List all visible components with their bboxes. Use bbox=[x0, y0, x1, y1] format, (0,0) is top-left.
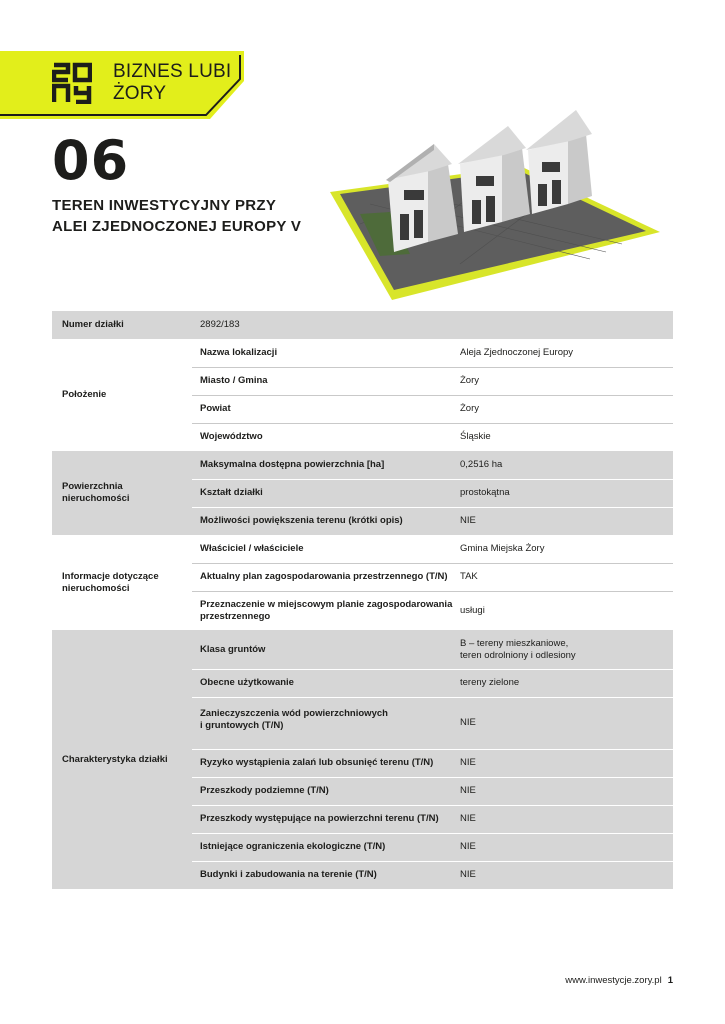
table-row bbox=[52, 630, 673, 669]
brand-line1: BIZNES LUBI bbox=[113, 61, 232, 82]
field-label bbox=[200, 708, 388, 732]
field-value: 0,2516 ha bbox=[460, 459, 503, 470]
table-row bbox=[52, 367, 673, 395]
field-label-line1: Przeznaczenie w miejscowym planie zagospodarowania bbox=[200, 598, 453, 610]
group-info-line2: nieruchomości bbox=[62, 582, 130, 594]
table-row bbox=[52, 479, 673, 507]
field-label: Przeszkody występujące na powierzchni terenu (T/N) bbox=[200, 813, 439, 824]
field-value: NIE bbox=[460, 869, 476, 880]
field-label: Maksymalna dostępna powierzchnia [ha] bbox=[200, 459, 385, 470]
field-label: Klasa gruntów bbox=[200, 643, 266, 655]
site-render-image bbox=[330, 104, 665, 300]
field-label bbox=[200, 599, 452, 623]
page-footer bbox=[565, 975, 673, 986]
field-value: tereny zielone bbox=[460, 677, 520, 688]
table-row bbox=[52, 563, 673, 591]
table-row bbox=[52, 451, 673, 479]
field-label-line2: i gruntowych (T/N) bbox=[200, 720, 284, 731]
field-label: Kształt działki bbox=[200, 487, 263, 498]
page-number: 1 bbox=[667, 975, 673, 986]
field-value: NIE bbox=[460, 813, 476, 824]
field-label: Powiat bbox=[200, 403, 231, 414]
group-info-line1: Informacje dotyczące bbox=[62, 570, 159, 582]
field-label: Województwo bbox=[200, 431, 263, 442]
group-characteristics-label: Charakterystyka działki bbox=[62, 753, 168, 765]
title-line1: TEREN INWESTYCYJNY PRZY bbox=[52, 197, 277, 214]
field-value: NIE bbox=[460, 785, 476, 796]
table-row bbox=[52, 535, 673, 563]
field-label: Aktualny plan zagospodarowania przestrzennego (T/N) bbox=[200, 571, 448, 582]
section-number: 06 bbox=[52, 129, 130, 192]
table-row bbox=[52, 423, 673, 451]
group-area-line2: nieruchomości bbox=[62, 493, 130, 504]
field-value: TAK bbox=[460, 571, 478, 582]
field-label: Możliwości powiększenia terenu (krótki opis) bbox=[200, 515, 403, 526]
field-value: Gmina Miejska Żory bbox=[460, 543, 545, 554]
field-value: Śląskie bbox=[460, 431, 491, 442]
table-row bbox=[52, 777, 673, 805]
field-value-line2: teren odrolniony i odlesiony bbox=[460, 649, 576, 661]
table-row-parcel bbox=[52, 311, 673, 339]
table-row bbox=[52, 861, 673, 889]
parcel-label: Numer działki bbox=[62, 319, 124, 330]
field-label: Nazwa lokalizacji bbox=[200, 347, 278, 358]
group-area-line1: Powierzchnia bbox=[62, 481, 123, 492]
field-value: NIE bbox=[460, 757, 476, 768]
field-value: NIE bbox=[460, 717, 476, 728]
field-label: Właściciel / właściciele bbox=[200, 543, 304, 554]
field-label: Przeszkody podziemne (T/N) bbox=[200, 785, 329, 796]
title-line2: ALEI ZJEDNOCZONEJ EUROPY V bbox=[52, 218, 302, 235]
field-label: Ryzyko wystąpienia zalań lub obsunięć terenu (T/N) bbox=[200, 757, 434, 768]
field-label: Istniejące ograniczenia ekologiczne (T/N) bbox=[200, 841, 386, 852]
footer-url-link[interactable]: www.inwestycje.zory.pl bbox=[565, 975, 662, 986]
table-row bbox=[52, 749, 673, 777]
field-label: Obecne użytkowanie bbox=[200, 677, 294, 688]
table-row bbox=[52, 833, 673, 861]
table-row bbox=[52, 805, 673, 833]
field-value-line1: B – tereny mieszkaniowe, bbox=[460, 637, 569, 649]
parcel-value: 2892/183 bbox=[200, 319, 240, 330]
brand-line2: ŻORY bbox=[113, 83, 167, 104]
field-value: NIE bbox=[460, 515, 476, 526]
zory-logo-icon bbox=[52, 62, 92, 104]
field-value: prostokątna bbox=[460, 487, 510, 498]
field-label: Budynki i zabudowania na terenie (T/N) bbox=[200, 869, 377, 880]
field-value: NIE bbox=[460, 841, 476, 852]
field-label-line1: Zanieczyszczenia wód powierzchniowych bbox=[200, 708, 388, 719]
group-location-label: Położenie bbox=[62, 389, 107, 400]
table-row bbox=[52, 395, 673, 423]
table-row bbox=[52, 591, 673, 630]
table-row bbox=[52, 507, 673, 535]
page-title bbox=[52, 195, 301, 237]
table-row bbox=[52, 339, 673, 367]
table-row bbox=[52, 697, 673, 749]
field-value: Żory bbox=[460, 403, 479, 414]
field-value: Żory bbox=[460, 375, 479, 386]
table-row bbox=[52, 669, 673, 697]
field-label-line2: przestrzennego bbox=[200, 610, 271, 622]
field-value: Aleja Zjednoczonej Europy bbox=[460, 347, 574, 358]
field-value: usługi bbox=[460, 604, 485, 616]
brand-name bbox=[113, 61, 231, 105]
field-label: Miasto / Gmina bbox=[200, 375, 268, 386]
field-value bbox=[460, 638, 576, 662]
